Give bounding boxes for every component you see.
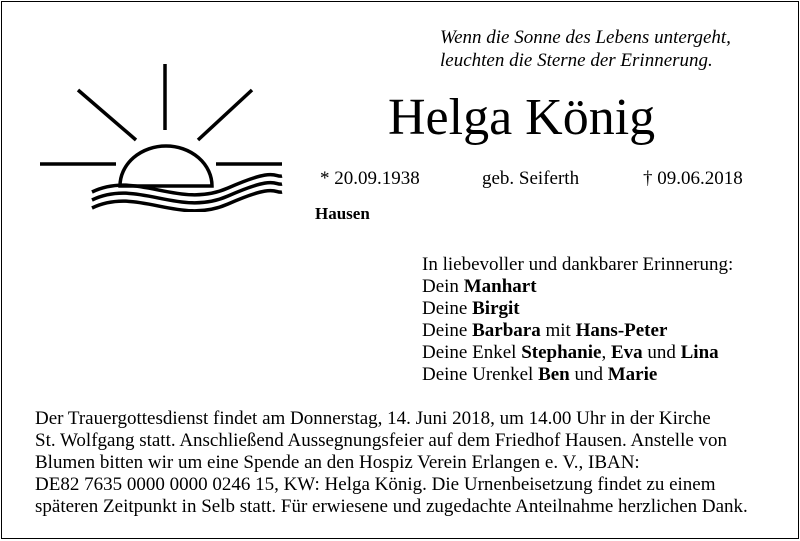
birth-date-value: 20.09.1938 <box>334 168 420 189</box>
family-intro: In liebevoller und dankbarer Erinnerung: <box>422 254 734 275</box>
notice-line-1: Der Trauergottesdienst findet am Donnerstag, 14. Juni 2018, um 14.00 Uhr in der Kirche <box>35 408 711 429</box>
obituary-card <box>1 1 799 539</box>
death-date <box>643 168 743 190</box>
birth-symbol: * <box>320 168 330 189</box>
family-line-2: Deine Birgit <box>422 298 520 319</box>
death-symbol: † <box>643 168 653 189</box>
motto-line-2: leuchten die Sterne der Erinnerung. <box>440 50 713 71</box>
deceased-name: Helga König <box>388 89 656 146</box>
notice-line-4: DE82 7635 0000 0000 0246 15, KW: Helga König. Die Urnenbeisetzung findet zu einem <box>35 474 716 495</box>
service-notice <box>35 408 795 518</box>
motto-line-1: Wenn die Sonne des Lebens untergeht, <box>440 27 731 48</box>
family-line-5: Deine Urenkel Ben und Marie <box>422 364 658 385</box>
place-name: Hausen <box>315 204 370 223</box>
family-line-1: Dein Manhart <box>422 276 537 297</box>
death-date-value: 09.06.2018 <box>657 168 743 189</box>
sunset-icon <box>38 60 284 212</box>
maiden-name: geb. Seiferth <box>482 168 580 189</box>
notice-line-2: St. Wolfgang statt. Anschließend Aussegnungsfeier auf dem Friedhof Hausen. Anstelle von <box>35 430 728 451</box>
family-list <box>422 254 733 386</box>
family-line-3: Deine Barbara mit Hans-Peter <box>422 320 668 341</box>
family-line-4: Deine Enkel Stephanie, Eva und Lina <box>422 342 719 363</box>
motto-quote <box>440 26 731 72</box>
notice-line-3: Blumen bitten wir um eine Spende an den Hospiz Verein Erlangen e. V., IBAN: <box>35 452 640 473</box>
birth-date <box>320 168 420 190</box>
notice-line-5: späteren Zeitpunkt in Selb statt. Für erwiesene und zugedachte Anteilnahme herzlichen Dank. <box>35 496 748 517</box>
